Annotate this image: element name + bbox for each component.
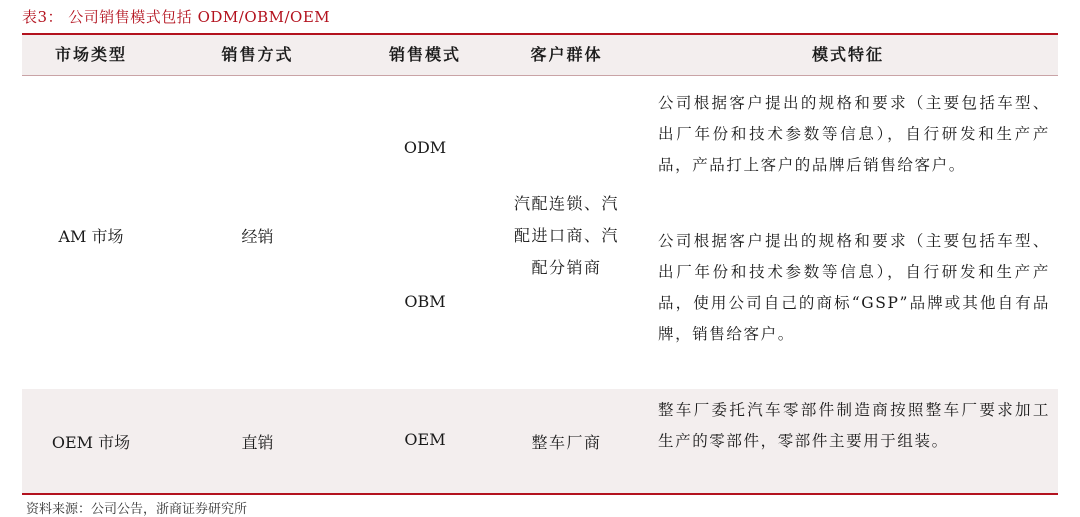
header-market-type: 市场类型: [54, 45, 127, 64]
row1-customers: [495, 188, 638, 284]
row2-customer: 整车厂商: [531, 433, 602, 452]
header-mode-feature: 模式特征: [811, 45, 884, 64]
row1-mode-obm: OBM: [404, 292, 446, 311]
row2-mode: OEM: [404, 430, 446, 449]
header-sales-mode: 销售模式: [388, 45, 461, 64]
row1-feature-obm: 公司根据客户提出的规格和要求（主要包括车型、出厂年份和技术参数等信息），自行研发和生产产品，使用公司自己的商标“GSP”品牌或其他自有品牌，销售给客户。: [658, 232, 1050, 343]
row1-customer-line3: 配分销商: [531, 258, 602, 277]
header-sales-method: 销售方式: [221, 45, 294, 64]
row2-feature: 整车厂委托汽车零部件制造商按照整车厂要求加工生产的零部件，零部件主要用于组装。: [658, 401, 1050, 450]
bottom-rule: [22, 493, 1058, 495]
table-caption: 表3： 公司销售模式包括 ODM/OBM/OEM: [22, 8, 331, 26]
row1-customer-line2: 配进口商、汽: [513, 226, 619, 245]
row2-method: 直销: [241, 433, 274, 452]
row1-customer-line1: 汽配连锁、汽: [513, 194, 619, 213]
header-customer-group: 客户群体: [530, 45, 603, 64]
header-rule: [22, 75, 1058, 76]
row1-feature-odm: 公司根据客户提出的规格和要求（主要包括车型、出厂年份和技术参数等信息），自行研发和生产产品，产品打上客户的品牌后销售给客户。: [658, 94, 1050, 174]
row1-method: 经销: [241, 227, 274, 246]
table-header: [22, 35, 1058, 75]
row2-market: OEM 市场: [51, 433, 131, 452]
source-note: 资料来源：公司公告，浙商证券研究所: [26, 502, 248, 517]
row1-mode-odm: ODM: [403, 138, 447, 157]
row1-market: AM 市场: [58, 227, 124, 246]
